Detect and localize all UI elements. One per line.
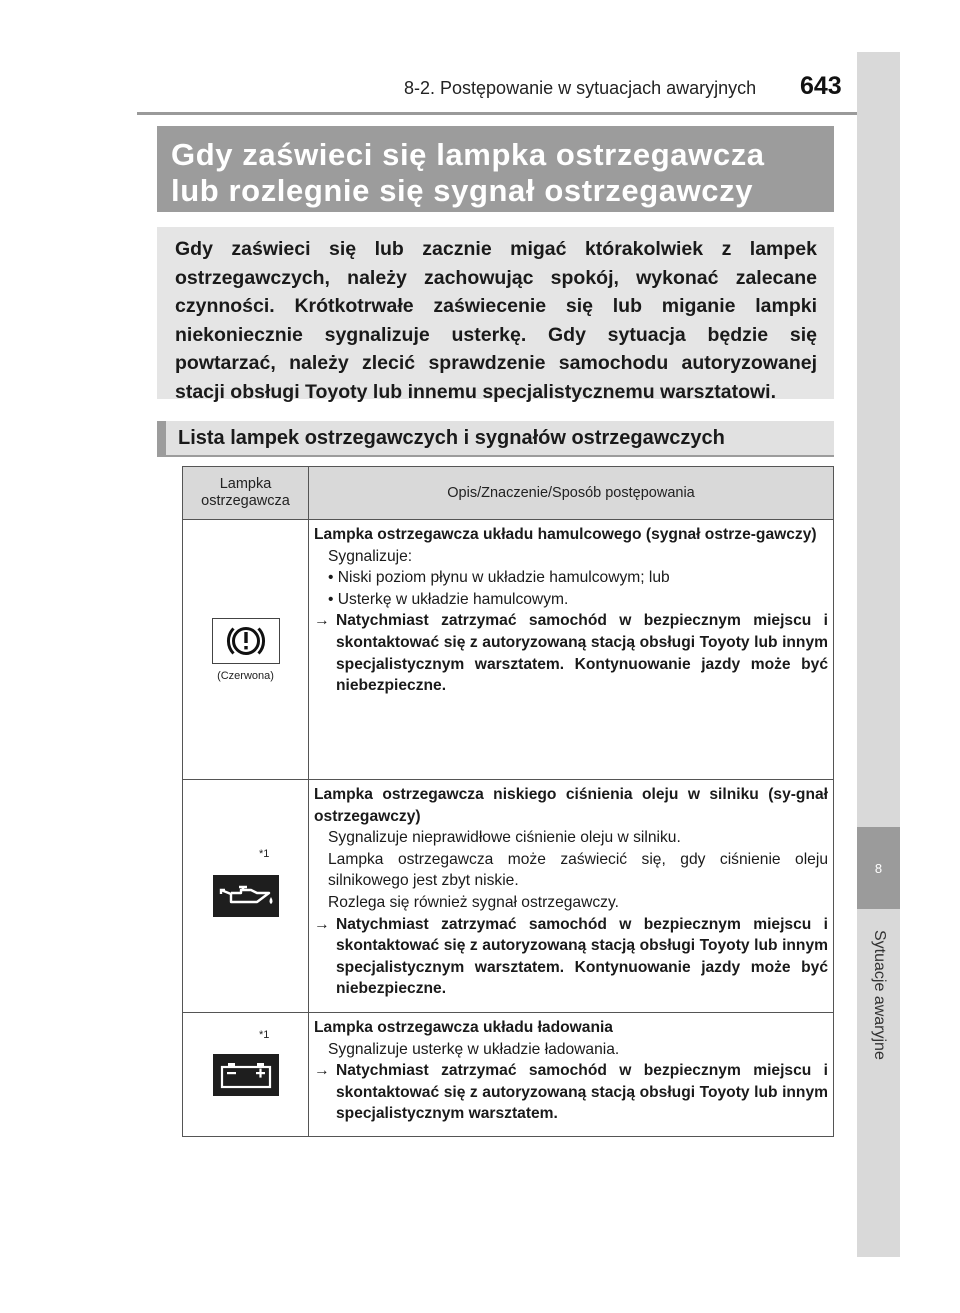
action-text: Natychmiast zatrzymać samochód w bezpiecznym miejscu i skontaktować się z autoryzowaną stacją obsługi Toyoty lub innym specjalistycznym warsztatem. <box>336 1062 828 1123</box>
table-header-row <box>183 467 834 520</box>
arrow-icon: → <box>314 612 330 630</box>
lamp-title: Lampka ostrzegawcza układu ładowania <box>314 1019 613 1036</box>
lamp-title: Lampka ostrzegawcza układu hamulcowego (sygnał ostrze-gawczy) <box>314 526 817 543</box>
action-instruction <box>314 1060 828 1125</box>
description-cell <box>309 780 834 1013</box>
action-text: Natychmiast zatrzymać samochód w bezpiecznym miejscu i skontaktować się z autoryzowaną stacją obsługi Toyoty lub innym specjalistycznym warsztatem. Kontynuowanie jazdy może być niebezpieczne. <box>336 915 828 998</box>
brake-warning-icon <box>212 618 280 664</box>
oil-pressure-icon <box>213 875 279 917</box>
chapter-title-vertical <box>859 915 899 1075</box>
lamp-cell <box>183 1013 309 1137</box>
description-cell <box>309 520 834 780</box>
description-line: • Usterkę w układzie hamulcowym. <box>328 590 569 608</box>
description-line: Rozlega się również sygnał ostrzegawczy. <box>328 893 619 911</box>
description-line: • Niski poziom płynu w układzie hamulcowym; lub <box>328 569 670 587</box>
warning-lamps-table <box>182 466 834 1137</box>
section-header: 8-2. Postępowanie w sytuacjach awaryjnych <box>404 78 757 98</box>
battery-charging-icon <box>213 1054 279 1096</box>
description-cell <box>309 1013 834 1137</box>
lamp-caption: (Czerwona) <box>217 669 274 682</box>
footnote-mark: *1 <box>259 848 270 860</box>
lamp-title: Lampka ostrzegawcza niskiego ciśnienia oleju w silniku (sy-gnał ostrzegawczy) <box>314 786 828 825</box>
chapter-number: 8 <box>874 860 883 876</box>
header-rule <box>137 112 857 115</box>
intro-paragraph: Gdy zaświeci się lub zacznie migać którakolwiek z lampek ostrzegawczych, należy zachowując spokój, wykonać zalecane czynności. Krótkotrwałe zaświecenie się lub miganie lampki niekoniecznie sygnalizuje usterkę. Gdy sytuacja będzie się powtarzać, należy zlecić sprawdzenie samochodu autoryzowanej stacji obsługi Toyoty lub innemu specjalistycznemu warsztatowi. <box>157 227 834 399</box>
table-row <box>183 520 834 780</box>
page-title: Gdy zaświeci się lampka ostrzegawcza lub rozlegnie się sygnał ostrzegawczy <box>157 126 834 212</box>
table-row <box>183 780 834 1013</box>
chapter-title: Sytuacje awaryjne <box>871 930 888 1060</box>
subheading: Lista lampek ostrzegawczych i sygnałów ostrzegawczych <box>157 421 834 455</box>
lamp-cell <box>183 520 309 780</box>
action-instruction <box>314 914 828 1000</box>
arrow-icon: → <box>314 915 330 933</box>
arrow-icon: → <box>314 1062 330 1080</box>
action-instruction <box>314 610 828 696</box>
side-band <box>857 52 900 1257</box>
chapter-tab <box>857 827 900 909</box>
header-description: Opis/Znaczenie/Sposób postępowania <box>309 467 834 520</box>
action-text: Natychmiast zatrzymać samochód w bezpiecznym miejscu i skontaktować się z autoryzowaną stacją obsługi Toyoty lub innym specjalistycznym warsztatem. Kontynuowanie jazdy może być niebezpieczne. <box>336 612 828 695</box>
table-row <box>183 1013 834 1137</box>
description-line: Sygnalizuje: <box>328 547 413 565</box>
footnote-mark: *1 <box>259 1029 270 1041</box>
page-number: 643 <box>800 72 842 100</box>
lamp-cell <box>183 780 309 1013</box>
description-line: Lampka ostrzegawcza może zaświecić się, gdy ciśnienie oleju silnikowego jest zbyt niskie. <box>328 850 828 890</box>
description-line: Sygnalizuje nieprawidłowe ciśnienie oleju w silniku. <box>328 829 681 847</box>
subheading-rule <box>157 455 834 457</box>
description-line: Sygnalizuje usterkę w układzie ładowania. <box>328 1040 620 1058</box>
header-lamp: Lampka ostrzegawcza <box>183 467 309 520</box>
